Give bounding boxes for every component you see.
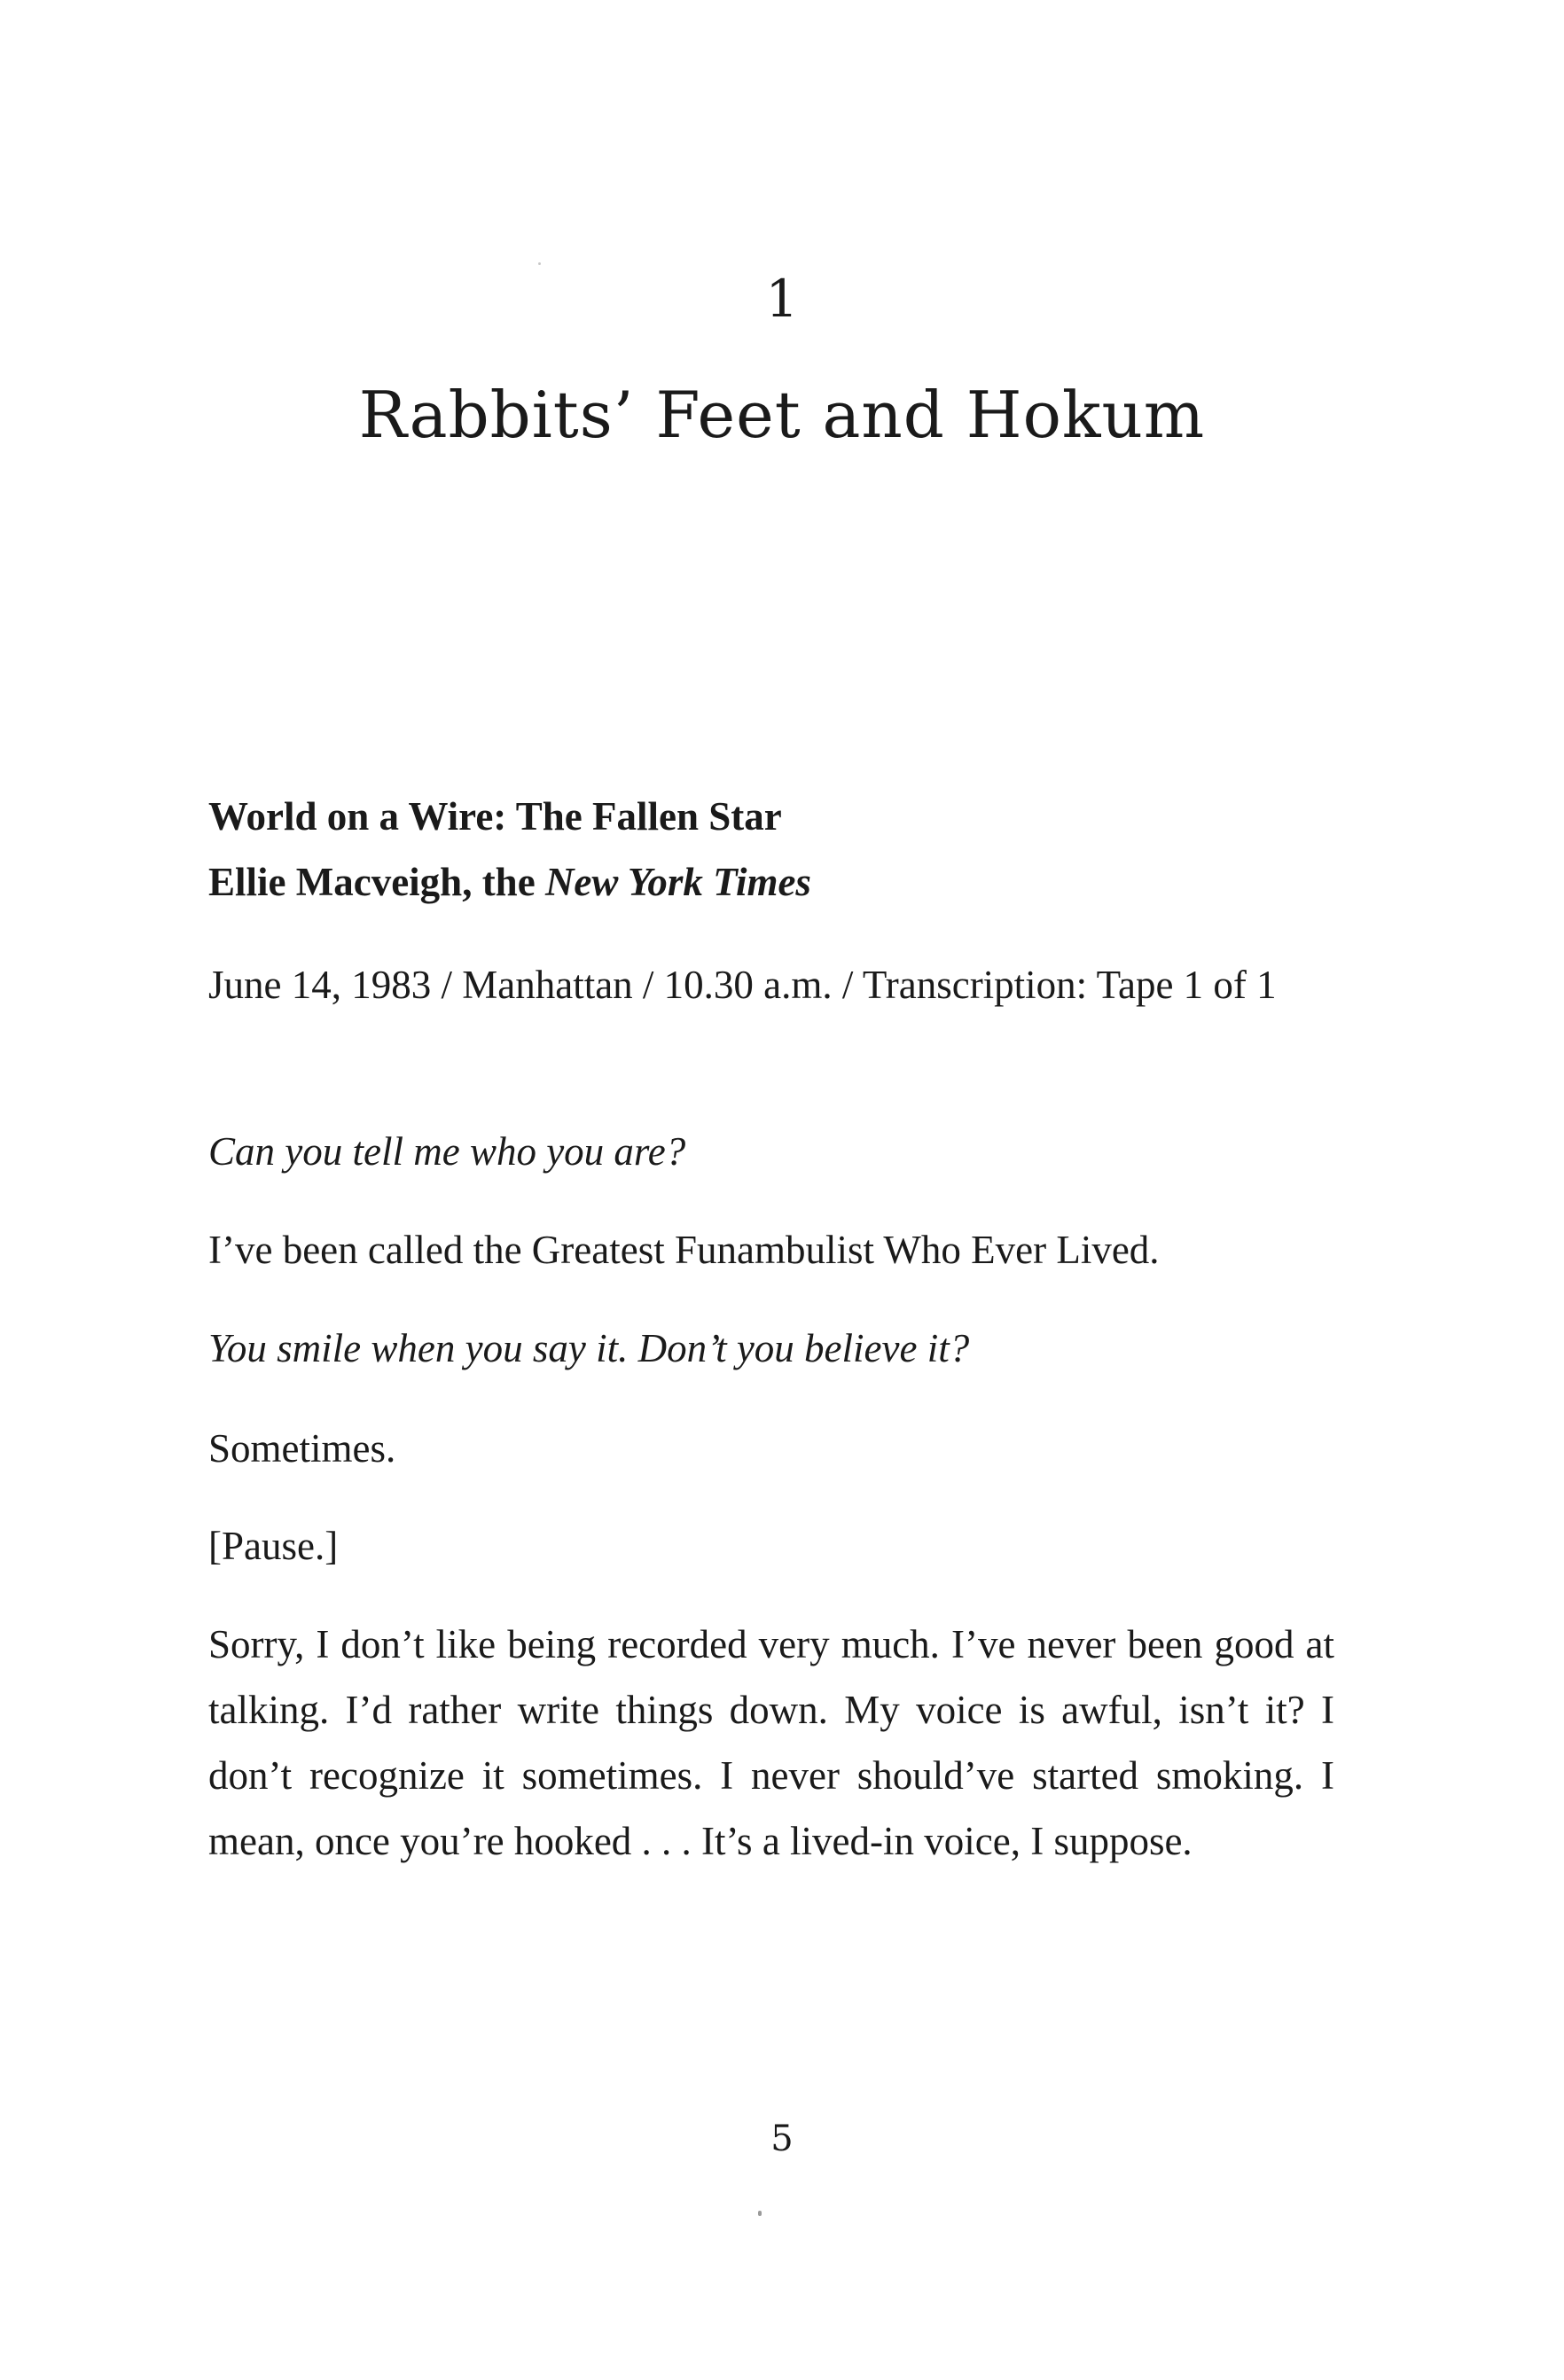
article-byline xyxy=(208,849,1334,915)
byline-author: Ellie Macveigh, the xyxy=(208,860,545,904)
interview-question: Can you tell me who you are? xyxy=(208,1129,686,1174)
dateline: June 14, 1983 / Manhattan / 10.30 a.m. / Transcription: Tape 1 of 1 xyxy=(208,963,1277,1007)
interview-question: You smile when you say it. Don’t you believe it? xyxy=(208,1326,970,1370)
interview-answer: I’ve been called the Greatest Funambulist Who Ever Lived. xyxy=(208,1228,1160,1272)
stage-direction: [Pause.] xyxy=(208,1524,339,1568)
chapter-title: Rabbits’ Feet and Hokum xyxy=(358,378,1206,452)
scan-speck xyxy=(538,262,541,265)
page-number: 5 xyxy=(770,2119,794,2159)
scan-speck xyxy=(758,2211,762,2216)
article-title: World on a Wire: The Fallen Star xyxy=(208,794,782,839)
interview-paragraph: Sorry, I don’t like being recorded very much. I’ve never been good at talking. I’d rather write things down. My voice is awful, isn’t it? I don’t recognize it sometimes. I never should’ve started smoking. I mean, once you’re hooked . . . It’s a lived-in voice, I suppose. xyxy=(208,1622,1334,1863)
byline-publication: New York Times xyxy=(544,860,811,904)
chapter-number: 1 xyxy=(765,269,799,329)
interview-answer: Sometimes. xyxy=(208,1426,396,1471)
